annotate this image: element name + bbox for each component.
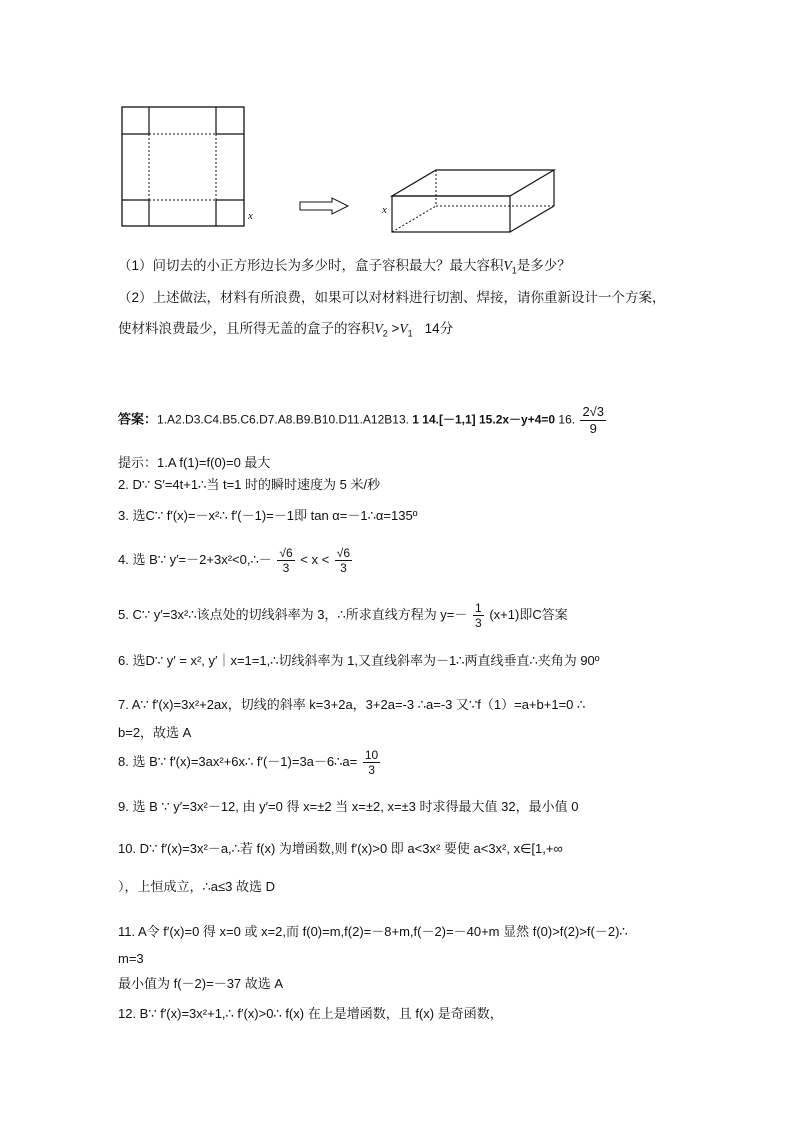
- hint-11-line-2: m=3: [118, 951, 144, 966]
- hint-10-line-1: 10. D∵ f′(x)=3x²－a,∴若 f(x) 为增函数,则 f′(x)>0 即 a<3x² 要使 a<3x², x∈[1,+∞: [118, 841, 563, 856]
- hint-7-line-1: 7. A∵ f′(x)=3x²+2ax，切线的斜率 k=3+2a，3+2a=-3 ∴a=-3 又∵f（1）=a+b+1=0 ∴: [118, 697, 586, 712]
- box-x-label: x: [382, 204, 387, 216]
- hint-3: 3. 选C∵ f′(x)=－x²∴ f′(－1)=－1即 tan α=－1∴α=135º: [118, 508, 418, 523]
- open-box-figure: [386, 164, 558, 238]
- hint-1: 提示：1.A f(1)=f(0)=0 最大: [118, 455, 271, 470]
- hint-4: 4. 选 B∵ y′=－2+3x²<0,∴－ $\frac{√6}{3}$ < x < $\frac{√6}{3}$: [118, 546, 351, 575]
- hint-8: 8. 选 B∵ f′(x)=3ax²+6x∴ f′(－1)=3a－6∴a= $\frac{10}{3}$: [118, 748, 379, 777]
- hint-12: 12. B∵ f′(x)=3x²+1,∴ f′(x)>0∴ f(x) 在上是增函数，且 f(x) 是奇函数，: [118, 1006, 503, 1021]
- hint-5: 5. C∵ y′=3x²∴该点处的切线斜率为 3，∴所求直线方程为 y=－ $\frac{1}{3}$ (x+1)即C答案: [118, 601, 568, 630]
- question-2-line-1: （2）上述做法，材料有所浪费，如果可以对材料进行切割、焊接，请你重新设计一个方案，: [118, 290, 666, 305]
- hint-6: 6. 选D∵ y′ = x², y′｜x=1=1,∴切线斜率为 1,又直线斜率为－1∴两直线垂直∴夹角为 90º: [118, 653, 600, 668]
- question-2-line-2: 使材料浪费最少，且所得无盖的盒子的容积$V_2 >V_1$ 14分: [118, 321, 454, 339]
- answer-key: 答案：1.A2.D3.C4.B5.C6.D7.A8.B9.B10.D11.A12B13. 1 14.[－1,1] 15.2x－y+4=0 16. $\frac{2√3}{9}$: [118, 404, 605, 436]
- question-1: （1）问切去的小正方形边长为多少时，盒子容积最大？最大容积$V_1$是多少？: [118, 258, 571, 276]
- arrow-right-icon: [298, 196, 352, 216]
- hint-11-line-3: 最小值为 f(－2)=－37 故选 A: [118, 976, 284, 991]
- hint-7-line-2: b=2，故选 A: [118, 725, 192, 740]
- hint-11-line-1: 11. A令 f′(x)=0 得 x=0 或 x=2,而 f(0)=m,f(2)=－8+m,f(－2)=－40+m 显然 f(0)>f(2)>f(－2)∴: [118, 924, 628, 939]
- square-net-figure: [118, 104, 258, 230]
- net-x-label: x: [248, 210, 253, 222]
- hint-2: 2. D∵ S′=4t+1∴当 t=1 时的瞬时速度为 5 米/秒: [118, 477, 381, 492]
- hint-10-line-2: ），上恒成立，∴a≤3 故选 D: [118, 879, 275, 894]
- hint-9: 9. 选 B ∵ y′=3x²－12, 由 y′=0 得 x=±2 当 x=±2, x=±3 时求得最大值 32，最小值 0: [118, 799, 579, 814]
